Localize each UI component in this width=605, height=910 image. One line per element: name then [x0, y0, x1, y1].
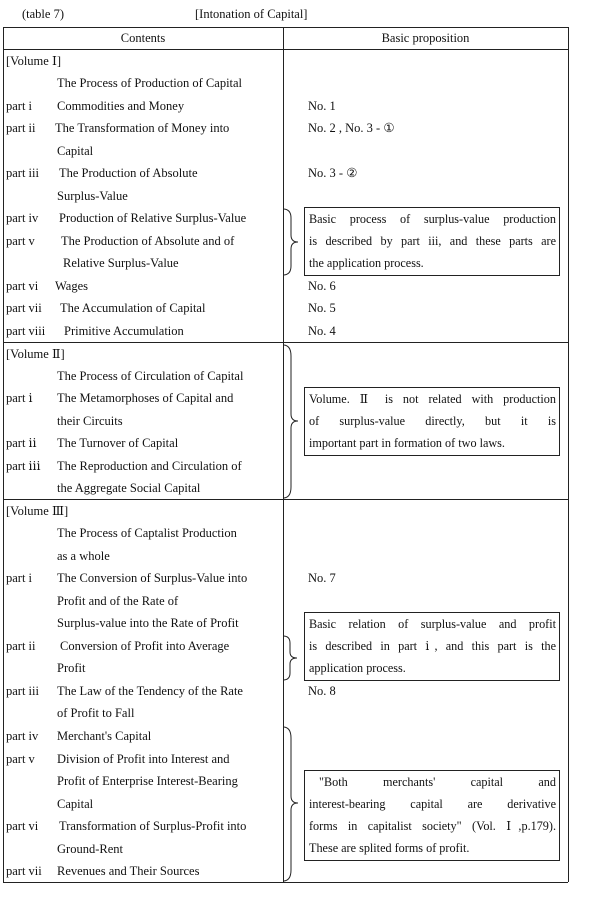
v1-proposition: No. 3 - ②: [308, 166, 358, 180]
v3-part-title-cont: Profit of Enterprise Interest-Bearing: [57, 774, 238, 788]
v3-proposition: No. 7: [308, 571, 336, 585]
v2-part-title: The Metamorphoses of Capital and: [57, 391, 234, 405]
volume1-note-line: the application process.: [309, 256, 424, 270]
volume3-brace-parts-iv-vii: [283, 726, 303, 882]
v1-part-label: part vii: [6, 301, 42, 315]
v3-part-title-cont: Capital: [57, 797, 94, 811]
volume3-note-line: interest-bearing capital are derivative: [309, 797, 556, 811]
v3-part-title-cont: Ground-Rent: [57, 842, 123, 856]
volume1-label: [Volume Ⅰ]: [6, 54, 62, 68]
v3-part-label: part v: [6, 752, 35, 766]
v3-part-label: part vi: [6, 819, 39, 833]
v1-part-title-cont: Capital: [57, 144, 94, 158]
v3-part-label: part iv: [6, 729, 39, 743]
volume1-title: The Process of Production of Capital: [57, 76, 243, 90]
v1-part-title: Primitive Accumulation: [64, 324, 184, 338]
volume3-title: The Process of Captalist Production: [57, 526, 237, 540]
volume1-brace: [283, 208, 303, 276]
volume2-note-line: of surplus-value directly, but it is: [309, 414, 556, 428]
volume1-note-box: [304, 207, 560, 276]
v3-part-title: The Law of the Tendency of the Rate: [57, 684, 243, 698]
v1-part-title: The Production of Absolute: [59, 166, 198, 180]
volume1-bottom-border: [3, 342, 568, 343]
header-bottom-border: [3, 49, 568, 50]
volume1-note-line: is described by part iii, and these parts are: [309, 234, 556, 248]
header-basic-proposition: Basic proposition: [381, 31, 470, 45]
v3-part-title: Revenues and Their Sources: [57, 864, 200, 878]
v3-proposition: No. 8: [308, 684, 336, 698]
volume3-label: [Volume Ⅲ]: [6, 504, 69, 518]
volume3-title-cont: as a whole: [57, 549, 110, 563]
v3-part-label: part i: [6, 571, 33, 585]
v3-part-label: part ii: [6, 639, 36, 653]
volume3-note-line: is described in part ⅰ, and this part is the: [309, 639, 556, 653]
volume2-note-line: Volume. Ⅱ is not related with production: [309, 392, 556, 406]
v2-part-title: The Reproduction and Circulation of: [57, 459, 242, 473]
v2-part-label: part ⅰ: [6, 391, 33, 405]
v1-part-title: The Accumulation of Capital: [60, 301, 206, 315]
v1-part-title-cont: Relative Surplus-Value: [63, 256, 179, 270]
v1-proposition: No. 6: [308, 279, 336, 293]
v3-part-title: Conversion of Profit into Average: [60, 639, 230, 653]
v3-part-label: part vii: [6, 864, 42, 878]
volume3-brace-part-ii: [283, 635, 303, 681]
v3-part-title-cont: Surplus-value into the Rate of Profit: [57, 616, 239, 630]
volume2-note-box: [304, 387, 560, 456]
volume3-note-line: "Both merchants' capital and: [319, 775, 556, 789]
v1-part-title: Wages: [55, 279, 89, 293]
v3-part-title: Merchant's Capital: [57, 729, 152, 743]
v1-part-title-cont: Surplus-Value: [57, 189, 128, 203]
v1-part-title: The Production of Absolute and of: [61, 234, 235, 248]
v3-part-title: Transformation of Surplus-Profit into: [59, 819, 247, 833]
v1-proposition: No. 1: [308, 99, 336, 113]
v1-part-label: part iv: [6, 211, 39, 225]
volume3-note-line: These are splited forms of profit.: [309, 841, 470, 855]
volume3-note-box-profit: [304, 612, 560, 681]
table-right-border: [568, 27, 569, 882]
volume2-brace: [283, 344, 303, 499]
v3-part-title-cont: Profit and of the Rate of: [57, 594, 179, 608]
v1-part-title: Commodities and Money: [57, 99, 185, 113]
v3-part-title: The Conversion of Surplus-Value into: [57, 571, 248, 585]
v1-part-label: part viii: [6, 324, 46, 338]
v1-proposition: No. 4: [308, 324, 336, 338]
volume3-note-box-derivative: [304, 770, 560, 861]
v3-part-title: Division of Profit into Interest and: [57, 752, 230, 766]
v1-part-label: part v: [6, 234, 35, 248]
v3-part-label: part iii: [6, 684, 39, 698]
header-contents: Contents: [120, 31, 166, 45]
table-bottom-border: [3, 882, 568, 883]
table-left-border: [3, 27, 4, 882]
v1-proposition: No. 5: [308, 301, 336, 315]
volume1-note-line: Basic process of surplus-value production: [309, 212, 556, 226]
volume3-note-line: Basic relation of surplus-value and profit: [309, 617, 556, 631]
v2-part-title-cont: their Circuits: [57, 414, 123, 428]
volume2-note-line: important part in formation of two laws.: [309, 436, 505, 450]
v3-part-title-cont: of Profit to Fall: [57, 706, 135, 720]
volume2-label: [Volume Ⅱ]: [6, 347, 65, 361]
v1-part-label: part i: [6, 99, 33, 113]
v1-part-label: part iii: [6, 166, 39, 180]
table-number: (table 7): [22, 7, 64, 21]
v2-part-label: part ⅲ: [6, 459, 41, 473]
v2-part-label: part ⅱ: [6, 436, 37, 450]
v1-part-title: Production of Relative Surplus-Value: [59, 211, 247, 225]
v1-part-title: The Transformation of Money into: [55, 121, 230, 135]
v1-part-label: part vi: [6, 279, 39, 293]
volume3-note-line: application process.: [309, 661, 406, 675]
volume2-title: The Process of Circulation of Capital: [57, 369, 244, 383]
table-title: [Intonation of Capital]: [195, 7, 308, 21]
volume3-note-line: forms in capitalist society" (Vol. Ⅰ,p.179).: [309, 819, 556, 833]
v3-part-title-cont: Profit: [57, 661, 86, 675]
v1-proposition: No. 2 , No. 3 - ①: [308, 121, 395, 135]
v2-part-title-cont: the Aggregate Social Capital: [57, 481, 201, 495]
volume2-bottom-border: [3, 499, 568, 500]
v1-part-label: part ii: [6, 121, 36, 135]
v2-part-title: The Turnover of Capital: [57, 436, 179, 450]
